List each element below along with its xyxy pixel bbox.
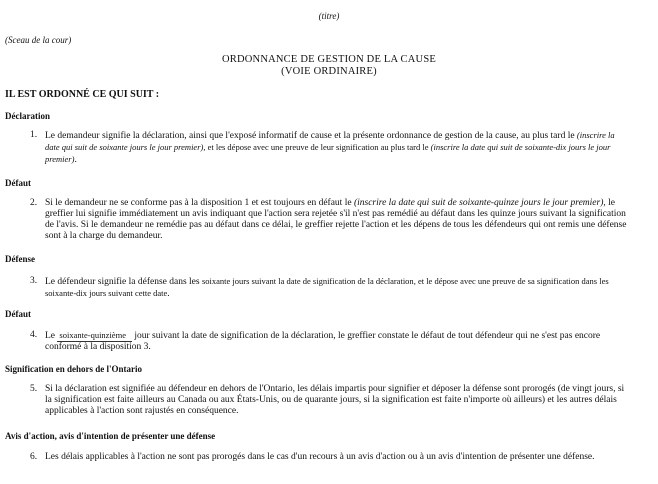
section-heading-default-2: Défaut (5, 309, 31, 319)
section-heading-service-outside-ontario: Signification en dehors de l'Ontario (5, 364, 143, 374)
paragraph-4 (30, 330, 630, 353)
italic-instruction: (inscrire la date qui suit de soixante-quinze jours le jour premier) (353, 198, 604, 208)
inserted-text: soixante-dix jours suivant cette date (45, 288, 168, 298)
paragraph-number: 3. (30, 276, 38, 286)
paragraph-text (45, 198, 630, 242)
paragraph-2 (30, 198, 630, 242)
paragraph-5 (30, 384, 630, 417)
italic-instruction: (inscrire la date qui suit de (45, 130, 615, 152)
text-run: . (74, 155, 77, 165)
court-seal-placeholder: (Sceau de la cour) (5, 35, 72, 45)
paragraph-3 (30, 276, 630, 300)
paragraph-text: Si la déclaration est signifiée au défendeur en dehors de l'Ontario, les délais impartis pour signifier et déposer la défense sont prorogés (de vingt jours, si la signification est faite ailleurs au Canada ou aux États-Unis, ou de quarante jours, si la signification est faite n'importe où ailleurs) et les autres délais applicables à l'action sont rajustés en conséquence. (45, 384, 625, 416)
text-run: Le (45, 331, 58, 341)
text-run: Si le demandeur ne se conforme pas à la disposition 1 et est toujours en défaut le (45, 198, 354, 208)
paragraph-text (45, 330, 630, 353)
text-run: , et les dépose avec une preuve de leur signification au plus tard le (203, 142, 431, 152)
paragraph-1 (30, 130, 630, 166)
title-placeholder: (titre) (318, 11, 340, 21)
text-run: jour suivant la date de signification de la déclaration, le greffier constate le défaut de tout défendeur qui ne s'est pas encore conformé à la disposition 3. (45, 331, 601, 352)
paragraph-number: 5. (30, 384, 38, 394)
paragraph-number: 2. (30, 198, 38, 208)
document-title-line1: ORDONNANCE DE GESTION DE LA CAUSE (222, 54, 436, 65)
text-run: Le défendeur signifie la défense dans les (45, 277, 202, 287)
paragraph-text: Les délais applicables à l'action ne sont pas prorogés dans le cas d'un recours à un avis d'action ou à un avis d'intention de présenter une défense. (45, 452, 595, 462)
section-heading-defence: Défense (5, 254, 35, 264)
text-run: , et le dépose avec une preuve de sa signification dans les (413, 276, 609, 286)
document-title-line2: (VOIE ORDINAIRE) (281, 66, 377, 77)
inserted-text: soixante jours suivant la date de signification de la déclaration (201, 276, 414, 286)
section-heading-notice-of-action: Avis d'action, avis d'intention de présenter une défense (5, 431, 216, 441)
text-run: , le greffier lui signifie immédiatement un avis indiquant que l'action sera rejetée s'il n'est pas remédié au défaut dans les quinze jours suivant la signification de l'avis. Si le demandeur ne remédie pas au défaut dans ce délai, le greffier rejette l'action et les dépens de tous les défendeurs qui ont remis une défense sont à la charge du demandeur. (45, 198, 627, 241)
order-intro: IL EST ORDONNÉ CE QUI SUIT : (5, 89, 160, 100)
section-heading-default: Défaut (5, 178, 31, 188)
document-title (0, 54, 658, 78)
paragraph-6 (30, 452, 630, 463)
paragraph-number: 6. (30, 452, 38, 462)
italic-instruction: (inscrire la date qui suit de soixante-dix jours le jour premier) (45, 142, 611, 164)
text-run: Le demandeur signifie la déclaration, ainsi que l'exposé informatif de cause et la présente ordonnance de gestion de la cause, au plus tard le (45, 131, 577, 141)
paragraph-text (45, 276, 630, 300)
italic-instruction: soixante jours le jour premier) (99, 142, 204, 152)
text-run: . (167, 289, 170, 299)
paragraph-number: 4. (30, 330, 38, 340)
section-heading-declaration: Déclaration (5, 111, 50, 121)
inserted-text: soixante-quinzième (57, 330, 132, 342)
paragraph-text (45, 130, 630, 166)
paragraph-number: 1. (30, 130, 38, 140)
